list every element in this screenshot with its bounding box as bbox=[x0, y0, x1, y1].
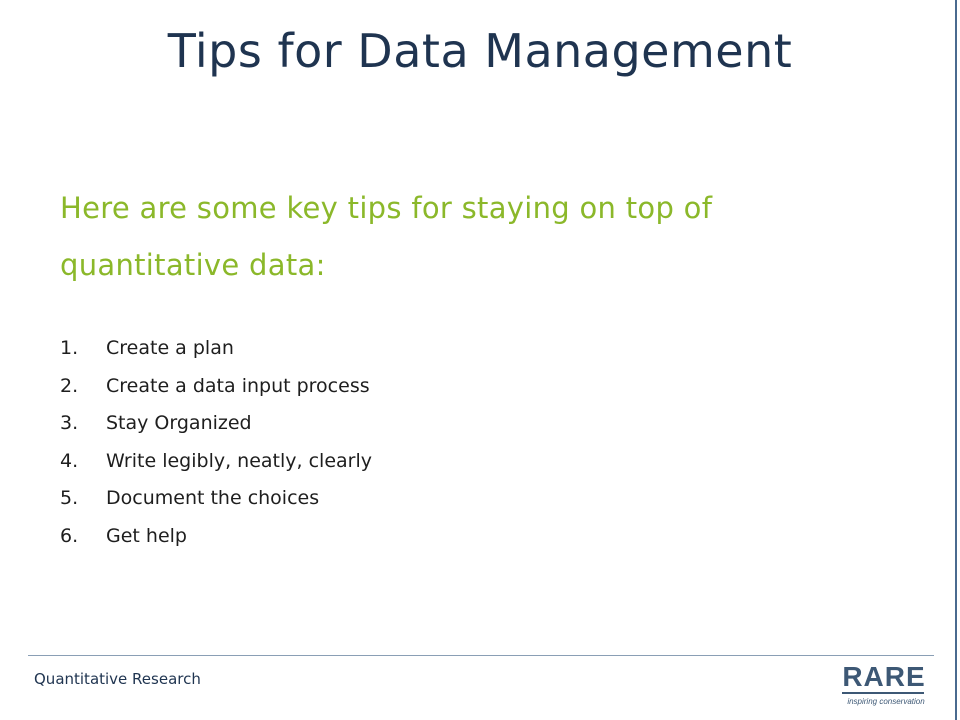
list-item bbox=[60, 405, 372, 443]
list-item bbox=[60, 368, 372, 406]
list-item-number: 2. bbox=[60, 374, 79, 397]
list-item-text: Create a data input process bbox=[106, 374, 370, 397]
list-item bbox=[60, 330, 372, 368]
svg-text:RARE: RARE bbox=[842, 661, 926, 692]
list-item-number: 4. bbox=[60, 449, 79, 472]
list-item bbox=[60, 443, 372, 481]
slide-title: Tips for Data Management bbox=[167, 24, 793, 78]
footer-divider bbox=[28, 655, 934, 656]
rare-logo bbox=[836, 660, 932, 714]
list-item-text: Document the choices bbox=[106, 487, 320, 509]
list-item-text: Create a plan bbox=[106, 337, 234, 359]
tips-list bbox=[60, 330, 372, 555]
list-item-text: Get help bbox=[106, 524, 187, 547]
slide-right-border bbox=[955, 0, 957, 720]
slide-intro-text: Here are some key tips for staying on top of quantitative data: bbox=[60, 191, 713, 282]
footer-label: Quantitative Research bbox=[34, 670, 201, 688]
list-item-number: 5. bbox=[60, 487, 79, 509]
list-item-number: 3. bbox=[60, 412, 79, 434]
svg-text:inspiring conservation: inspiring conservation bbox=[847, 697, 925, 706]
list-item-text: Stay Organized bbox=[106, 412, 252, 434]
list-item-number: 1. bbox=[60, 337, 79, 359]
list-item bbox=[60, 518, 372, 556]
list-item-number: 6. bbox=[60, 524, 79, 547]
list-item bbox=[60, 480, 372, 518]
list-item-text: Write legibly, neatly, clearly bbox=[106, 449, 372, 472]
